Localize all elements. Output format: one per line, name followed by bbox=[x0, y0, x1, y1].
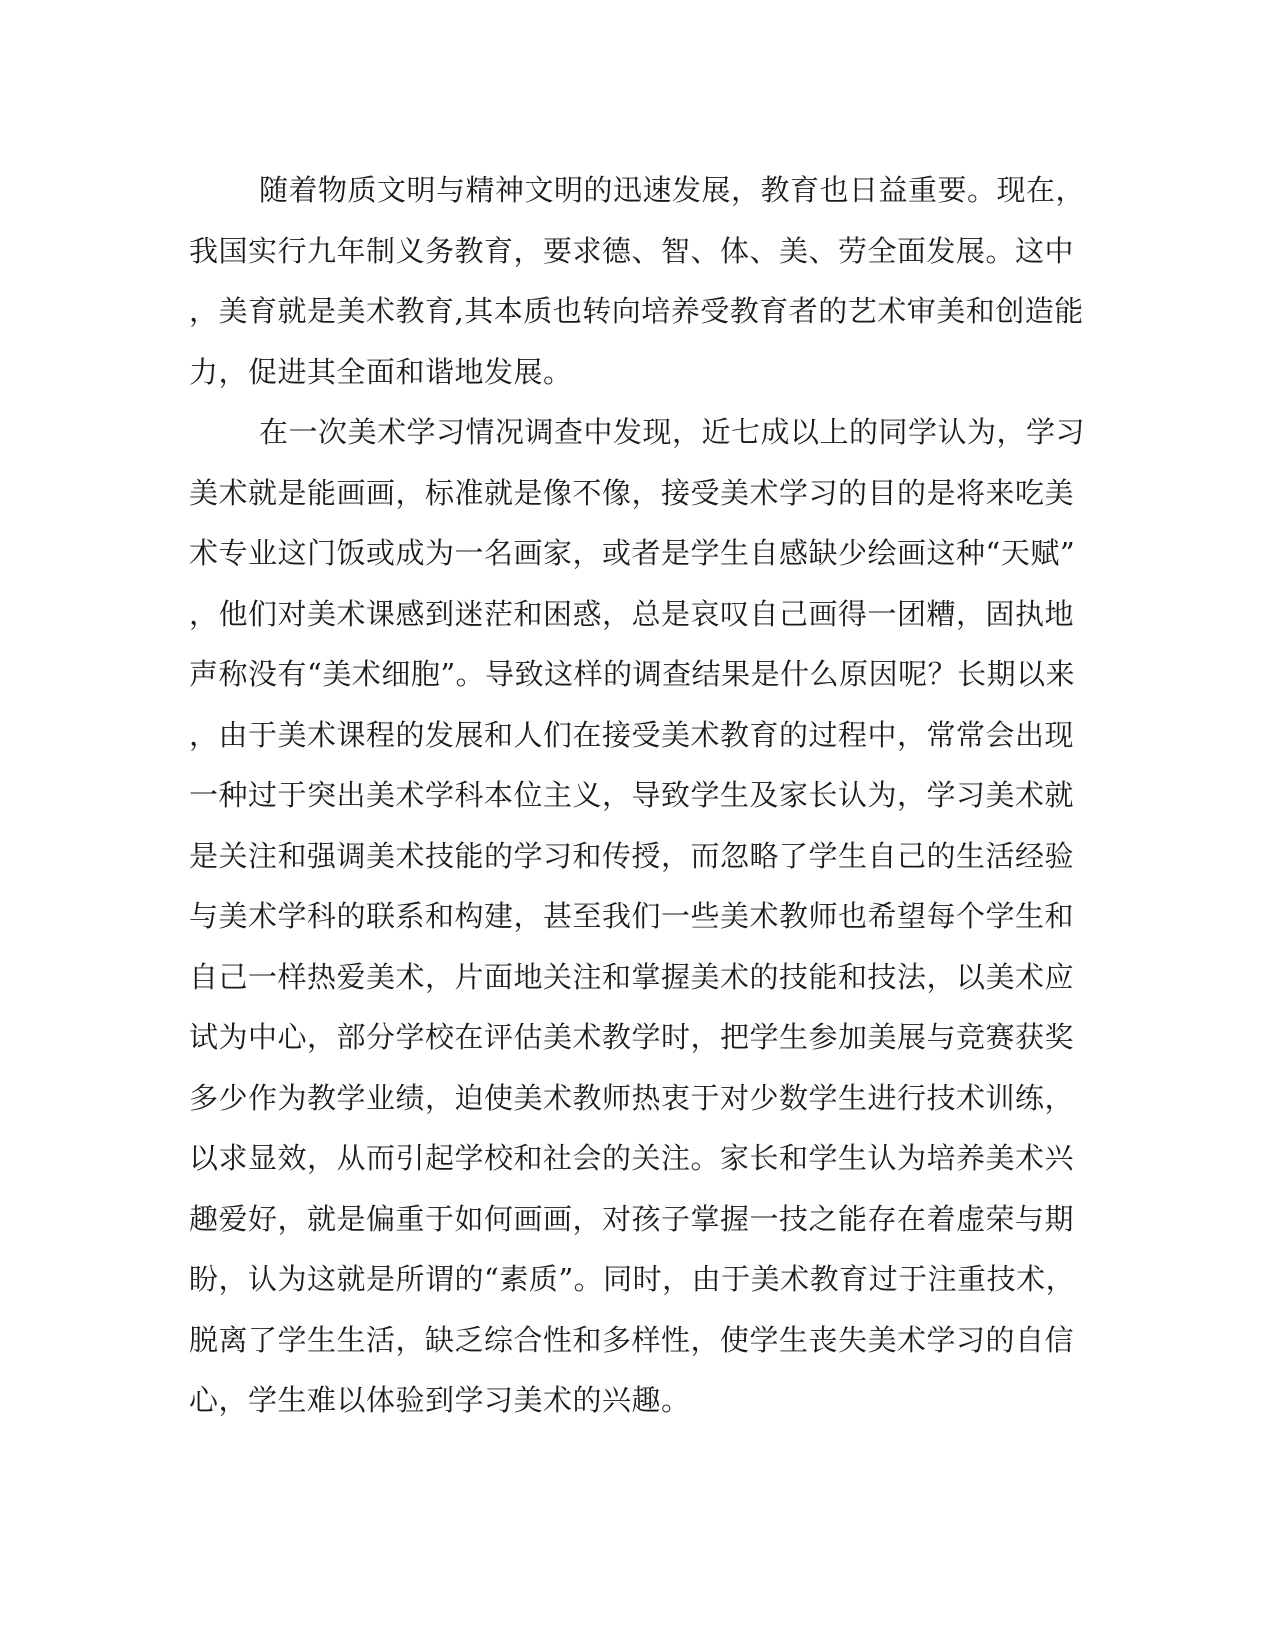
text-line: 声称没有“美术细胞”。导致这样的调查结果是什么原因呢？长期以来 bbox=[189, 657, 1076, 691]
text-line: 美术就是能画画，标准就是像不像，接受美术学习的目的是将来吃美 bbox=[189, 475, 1075, 510]
text-line: 多少作为教学业绩，迫使美术教师热衷于对少数学生进行技术训练， bbox=[189, 1080, 1075, 1115]
paragraph-1 bbox=[189, 160, 1089, 402]
text-line: 与美术学科的联系和构建，甚至我们一些美术教师也希望每个学生和 bbox=[189, 899, 1075, 933]
text-line: ，美育就是美术教育,其本质也转向培养受教育者的艺术审美和创造能 bbox=[189, 294, 1084, 328]
text-line: 一种过于突出美术学科本位主义，导致学生及家长认为，学习美术就 bbox=[189, 778, 1075, 812]
text-line: 我国实行九年制义务教育，要求德、智、体、美、劳全面发展。这中 bbox=[189, 233, 1075, 268]
paragraph-2 bbox=[189, 402, 1089, 1431]
text-line: ，由于美术课程的发展和人们在接受美术教育的过程中，常常会出现 bbox=[189, 717, 1075, 752]
text-line: 随着物质文明与精神文明的迅速发展，教育也日益重要。现在， bbox=[259, 173, 1086, 207]
text-line: 心，学生难以体验到学习美术的兴趣。 bbox=[189, 1383, 691, 1417]
text-line: 以求显效，从而引起学校和社会的关注。家长和学生认为培养美术兴 bbox=[189, 1141, 1075, 1175]
text-line: 趣爱好，就是偏重于如何画画，对孩子掌握一技之能存在着虚荣与期 bbox=[189, 1201, 1075, 1236]
text-line: 试为中心，部分学校在评估美术教学时，把学生参加美展与竞赛获奖 bbox=[189, 1020, 1075, 1054]
text-line: 是关注和强调美术技能的学习和传授，而忽略了学生自己的生活经验 bbox=[189, 838, 1075, 873]
text-line: 力，促进其全面和谐地发展。 bbox=[189, 354, 573, 389]
text-line: 盼，认为这就是所谓的“素质”。同时，由于美术教育过于注重技术， bbox=[189, 1262, 1076, 1296]
text-line: 术专业这门饭或成为一名画家，或者是学生自感缺少绘画这种“天赋” bbox=[189, 536, 1076, 570]
text-line: ，他们对美术课感到迷茫和困惑，总是哀叹自己画得一团糟，固执地 bbox=[189, 596, 1075, 631]
text-line: 脱离了学生生活，缺乏综合性和多样性，使学生丧失美术学习的自信 bbox=[189, 1322, 1075, 1357]
text-line: 自己一样热爱美术，片面地关注和掌握美术的技能和技法，以美术应 bbox=[189, 959, 1075, 994]
text-line: 在一次美术学习情况调查中发现，近七成以上的同学认为，学习 bbox=[259, 415, 1086, 449]
body-text bbox=[189, 160, 1089, 1431]
